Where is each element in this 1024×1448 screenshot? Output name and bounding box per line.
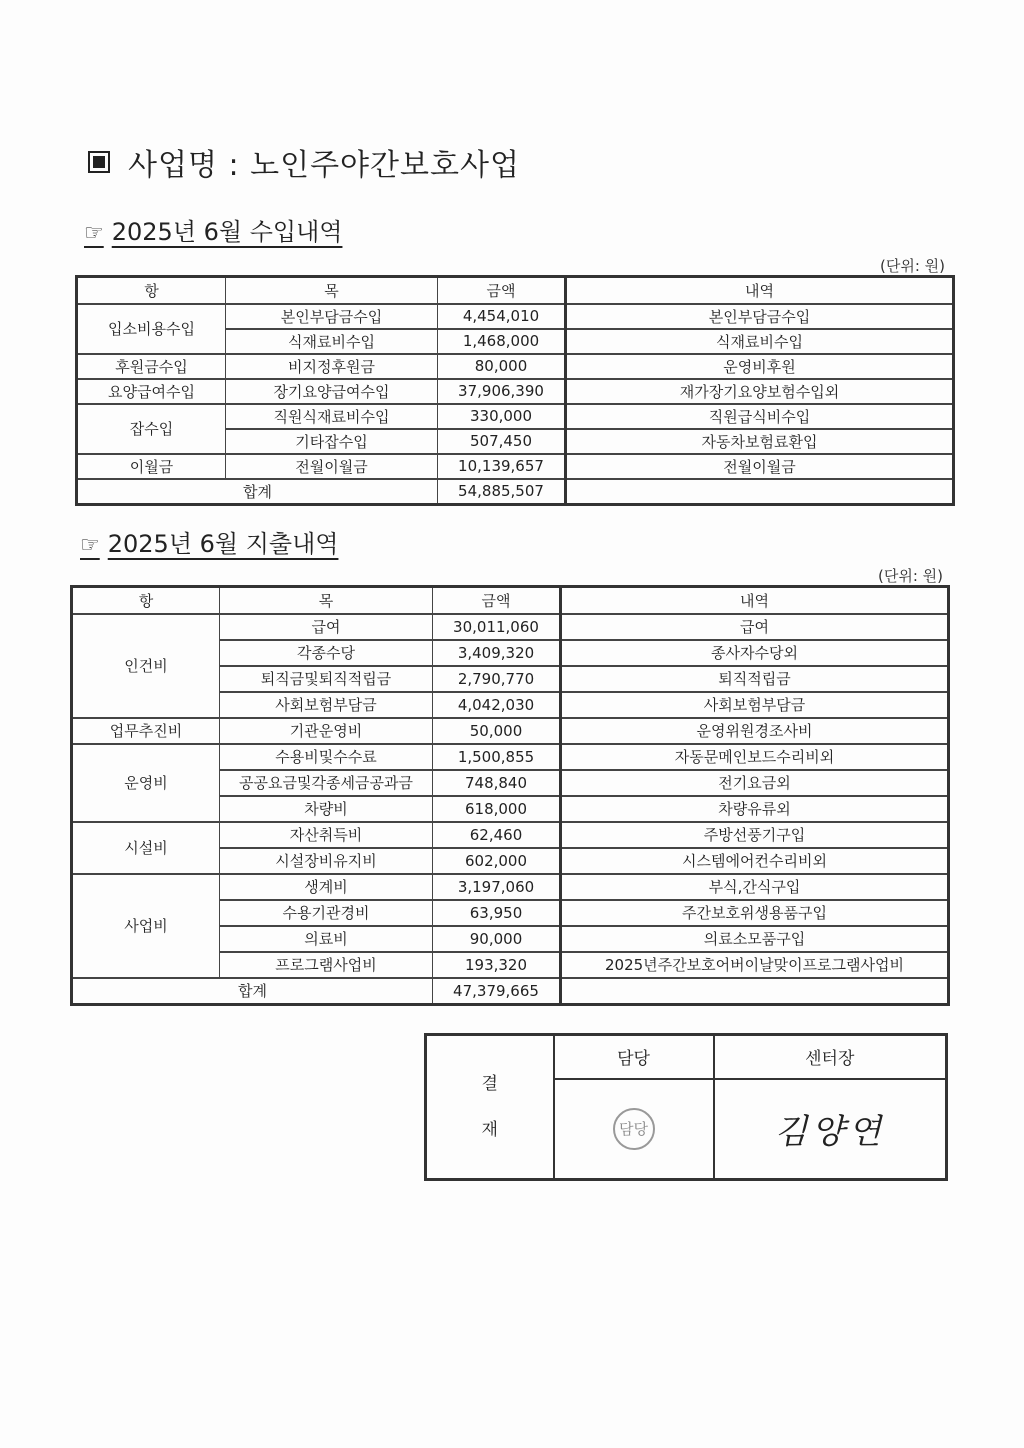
- amount-cell: 2,790,770: [433, 666, 561, 692]
- square-bullet-icon: [88, 151, 110, 173]
- total-row: [77, 479, 954, 505]
- amount-cell: 1,500,855: [433, 744, 561, 770]
- header-hang: 항: [72, 587, 220, 614]
- detail-cell: 재가장기요양보험수입외: [566, 379, 954, 404]
- income-header-row: [77, 277, 954, 304]
- detail-cell: 부식,간식구입: [561, 874, 949, 900]
- amount-cell: 507,450: [438, 429, 566, 454]
- staff-stamp: 담당: [613, 1108, 655, 1150]
- expense-header-row: [72, 587, 949, 614]
- mok-cell: 장기요양급여수입: [226, 379, 438, 404]
- amount-cell: 618,000: [433, 796, 561, 822]
- income-unit: (단위: 원): [880, 257, 945, 275]
- detail-cell: 전월이월금: [566, 454, 954, 479]
- page-title-text: 사업명 : 노인주야간보호사업: [128, 148, 520, 183]
- mok-cell: 식재료비수입: [226, 329, 438, 354]
- mok-cell: 각종수당: [220, 640, 433, 666]
- income-table: [75, 275, 955, 506]
- detail-cell: 사회보험부담금: [561, 692, 949, 718]
- mok-cell: 의료비: [220, 926, 433, 952]
- hang-cell: 이월금: [77, 454, 226, 479]
- detail-cell: 종사자수당외: [561, 640, 949, 666]
- amount-cell: 62,460: [433, 822, 561, 848]
- header-detail: 내역: [561, 587, 949, 614]
- header-amount: 금액: [433, 587, 561, 614]
- approval-label-2: 재: [481, 1120, 498, 1140]
- mok-cell: 수용비및수수료: [220, 744, 433, 770]
- hang-cell: 업무추진비: [72, 718, 220, 744]
- director-signature-cell: [714, 1079, 947, 1180]
- approval-staff-header: 담당: [554, 1035, 714, 1079]
- detail-cell: 시스템에어컨수리비외: [561, 848, 949, 874]
- mok-cell: 전월이월금: [226, 454, 438, 479]
- mok-cell: 본인부담금수입: [226, 304, 438, 329]
- table-row: [77, 454, 954, 479]
- mok-cell: 수용기관경비: [220, 900, 433, 926]
- amount-cell: 63,950: [433, 900, 561, 926]
- mok-cell: 급여: [220, 614, 433, 640]
- detail-cell: 식재료비수입: [566, 329, 954, 354]
- table-row: [77, 379, 954, 404]
- hang-cell: 사업비: [72, 874, 220, 978]
- total-label: 합계: [72, 978, 433, 1005]
- hang-cell: 입소비용수입: [77, 304, 226, 354]
- table-row: [72, 614, 949, 640]
- detail-cell: 자동차보험료환입: [566, 429, 954, 454]
- mok-cell: 프로그램사업비: [220, 952, 433, 978]
- amount-cell: 3,197,060: [433, 874, 561, 900]
- amount-cell: 4,454,010: [438, 304, 566, 329]
- detail-cell: 본인부담금수입: [566, 304, 954, 329]
- detail-cell: 의료소모품구입: [561, 926, 949, 952]
- total-amount: 54,885,507: [438, 479, 566, 505]
- amount-cell: 1,468,000: [438, 329, 566, 354]
- total-detail-empty: [561, 978, 949, 1005]
- hang-cell: 인건비: [72, 614, 220, 718]
- total-row: [72, 978, 949, 1005]
- detail-cell: 주간보호위생용품구입: [561, 900, 949, 926]
- table-row: [77, 404, 954, 429]
- mok-cell: 직원식재료비수입: [226, 404, 438, 429]
- pointing-hand-icon: ☞: [84, 221, 104, 246]
- mok-cell: 기관운영비: [220, 718, 433, 744]
- mok-cell: 기타잡수입: [226, 429, 438, 454]
- table-row: [72, 822, 949, 848]
- amount-cell: 602,000: [433, 848, 561, 874]
- detail-cell: 직원급식비수입: [566, 404, 954, 429]
- approval-label-1: 결: [481, 1074, 498, 1094]
- hang-cell: 잡수입: [77, 404, 226, 454]
- approval-director-header: 센터장: [714, 1035, 947, 1079]
- table-row: [72, 718, 949, 744]
- expense-heading: [80, 524, 338, 559]
- amount-cell: 30,011,060: [433, 614, 561, 640]
- amount-cell: 10,139,657: [438, 454, 566, 479]
- table-row: [77, 304, 954, 329]
- amount-cell: 80,000: [438, 354, 566, 379]
- table-row: [72, 874, 949, 900]
- detail-cell: 자동문메인보드수리비외: [561, 744, 949, 770]
- staff-stamp-cell: [554, 1079, 714, 1180]
- mok-cell: 퇴직금및퇴직적립금: [220, 666, 433, 692]
- mok-cell: 공공요금및각종세금공과금: [220, 770, 433, 796]
- income-heading-text: 2025년 6월 수입내역: [111, 218, 343, 246]
- detail-cell: 급여: [561, 614, 949, 640]
- amount-cell: 193,320: [433, 952, 561, 978]
- amount-cell: 50,000: [433, 718, 561, 744]
- pointing-hand-icon: ☞: [80, 533, 100, 558]
- amount-cell: 37,906,390: [438, 379, 566, 404]
- detail-cell: 2025년주간보호어버이날맞이프로그램사업비: [561, 952, 949, 978]
- table-row: [72, 744, 949, 770]
- mok-cell: 자산취득비: [220, 822, 433, 848]
- detail-cell: 주방선풍기구입: [561, 822, 949, 848]
- expense-table: [70, 585, 950, 1006]
- income-heading: [84, 212, 342, 247]
- mok-cell: 시설장비유지비: [220, 848, 433, 874]
- amount-cell: 330,000: [438, 404, 566, 429]
- director-signature: 김양연: [774, 1112, 886, 1153]
- page-title: [88, 140, 520, 184]
- header-mok: 목: [226, 277, 438, 304]
- detail-cell: 퇴직적립금: [561, 666, 949, 692]
- mok-cell: 비지정후원금: [226, 354, 438, 379]
- header-detail: 내역: [566, 277, 954, 304]
- approval-box: [424, 1033, 948, 1181]
- hang-cell: 운영비: [72, 744, 220, 822]
- expense-heading-text: 2025년 6월 지출내역: [107, 530, 339, 558]
- amount-cell: 90,000: [433, 926, 561, 952]
- detail-cell: 차량유류외: [561, 796, 949, 822]
- header-amount: 금액: [438, 277, 566, 304]
- header-mok: 목: [220, 587, 433, 614]
- amount-cell: 748,840: [433, 770, 561, 796]
- hang-cell: 요양급여수입: [77, 379, 226, 404]
- amount-cell: 4,042,030: [433, 692, 561, 718]
- total-amount: 47,379,665: [433, 978, 561, 1005]
- expense-unit: (단위: 원): [878, 567, 943, 585]
- mok-cell: 사회보험부담금: [220, 692, 433, 718]
- mok-cell: 생계비: [220, 874, 433, 900]
- approval-label: [426, 1035, 554, 1180]
- total-detail-empty: [566, 479, 954, 505]
- header-hang: 항: [77, 277, 226, 304]
- hang-cell: 시설비: [72, 822, 220, 874]
- detail-cell: 전기요금외: [561, 770, 949, 796]
- total-label: 합계: [77, 479, 438, 505]
- detail-cell: 운영위원경조사비: [561, 718, 949, 744]
- table-row: [77, 354, 954, 379]
- mok-cell: 차량비: [220, 796, 433, 822]
- hang-cell: 후원금수입: [77, 354, 226, 379]
- detail-cell: 운영비후원: [566, 354, 954, 379]
- amount-cell: 3,409,320: [433, 640, 561, 666]
